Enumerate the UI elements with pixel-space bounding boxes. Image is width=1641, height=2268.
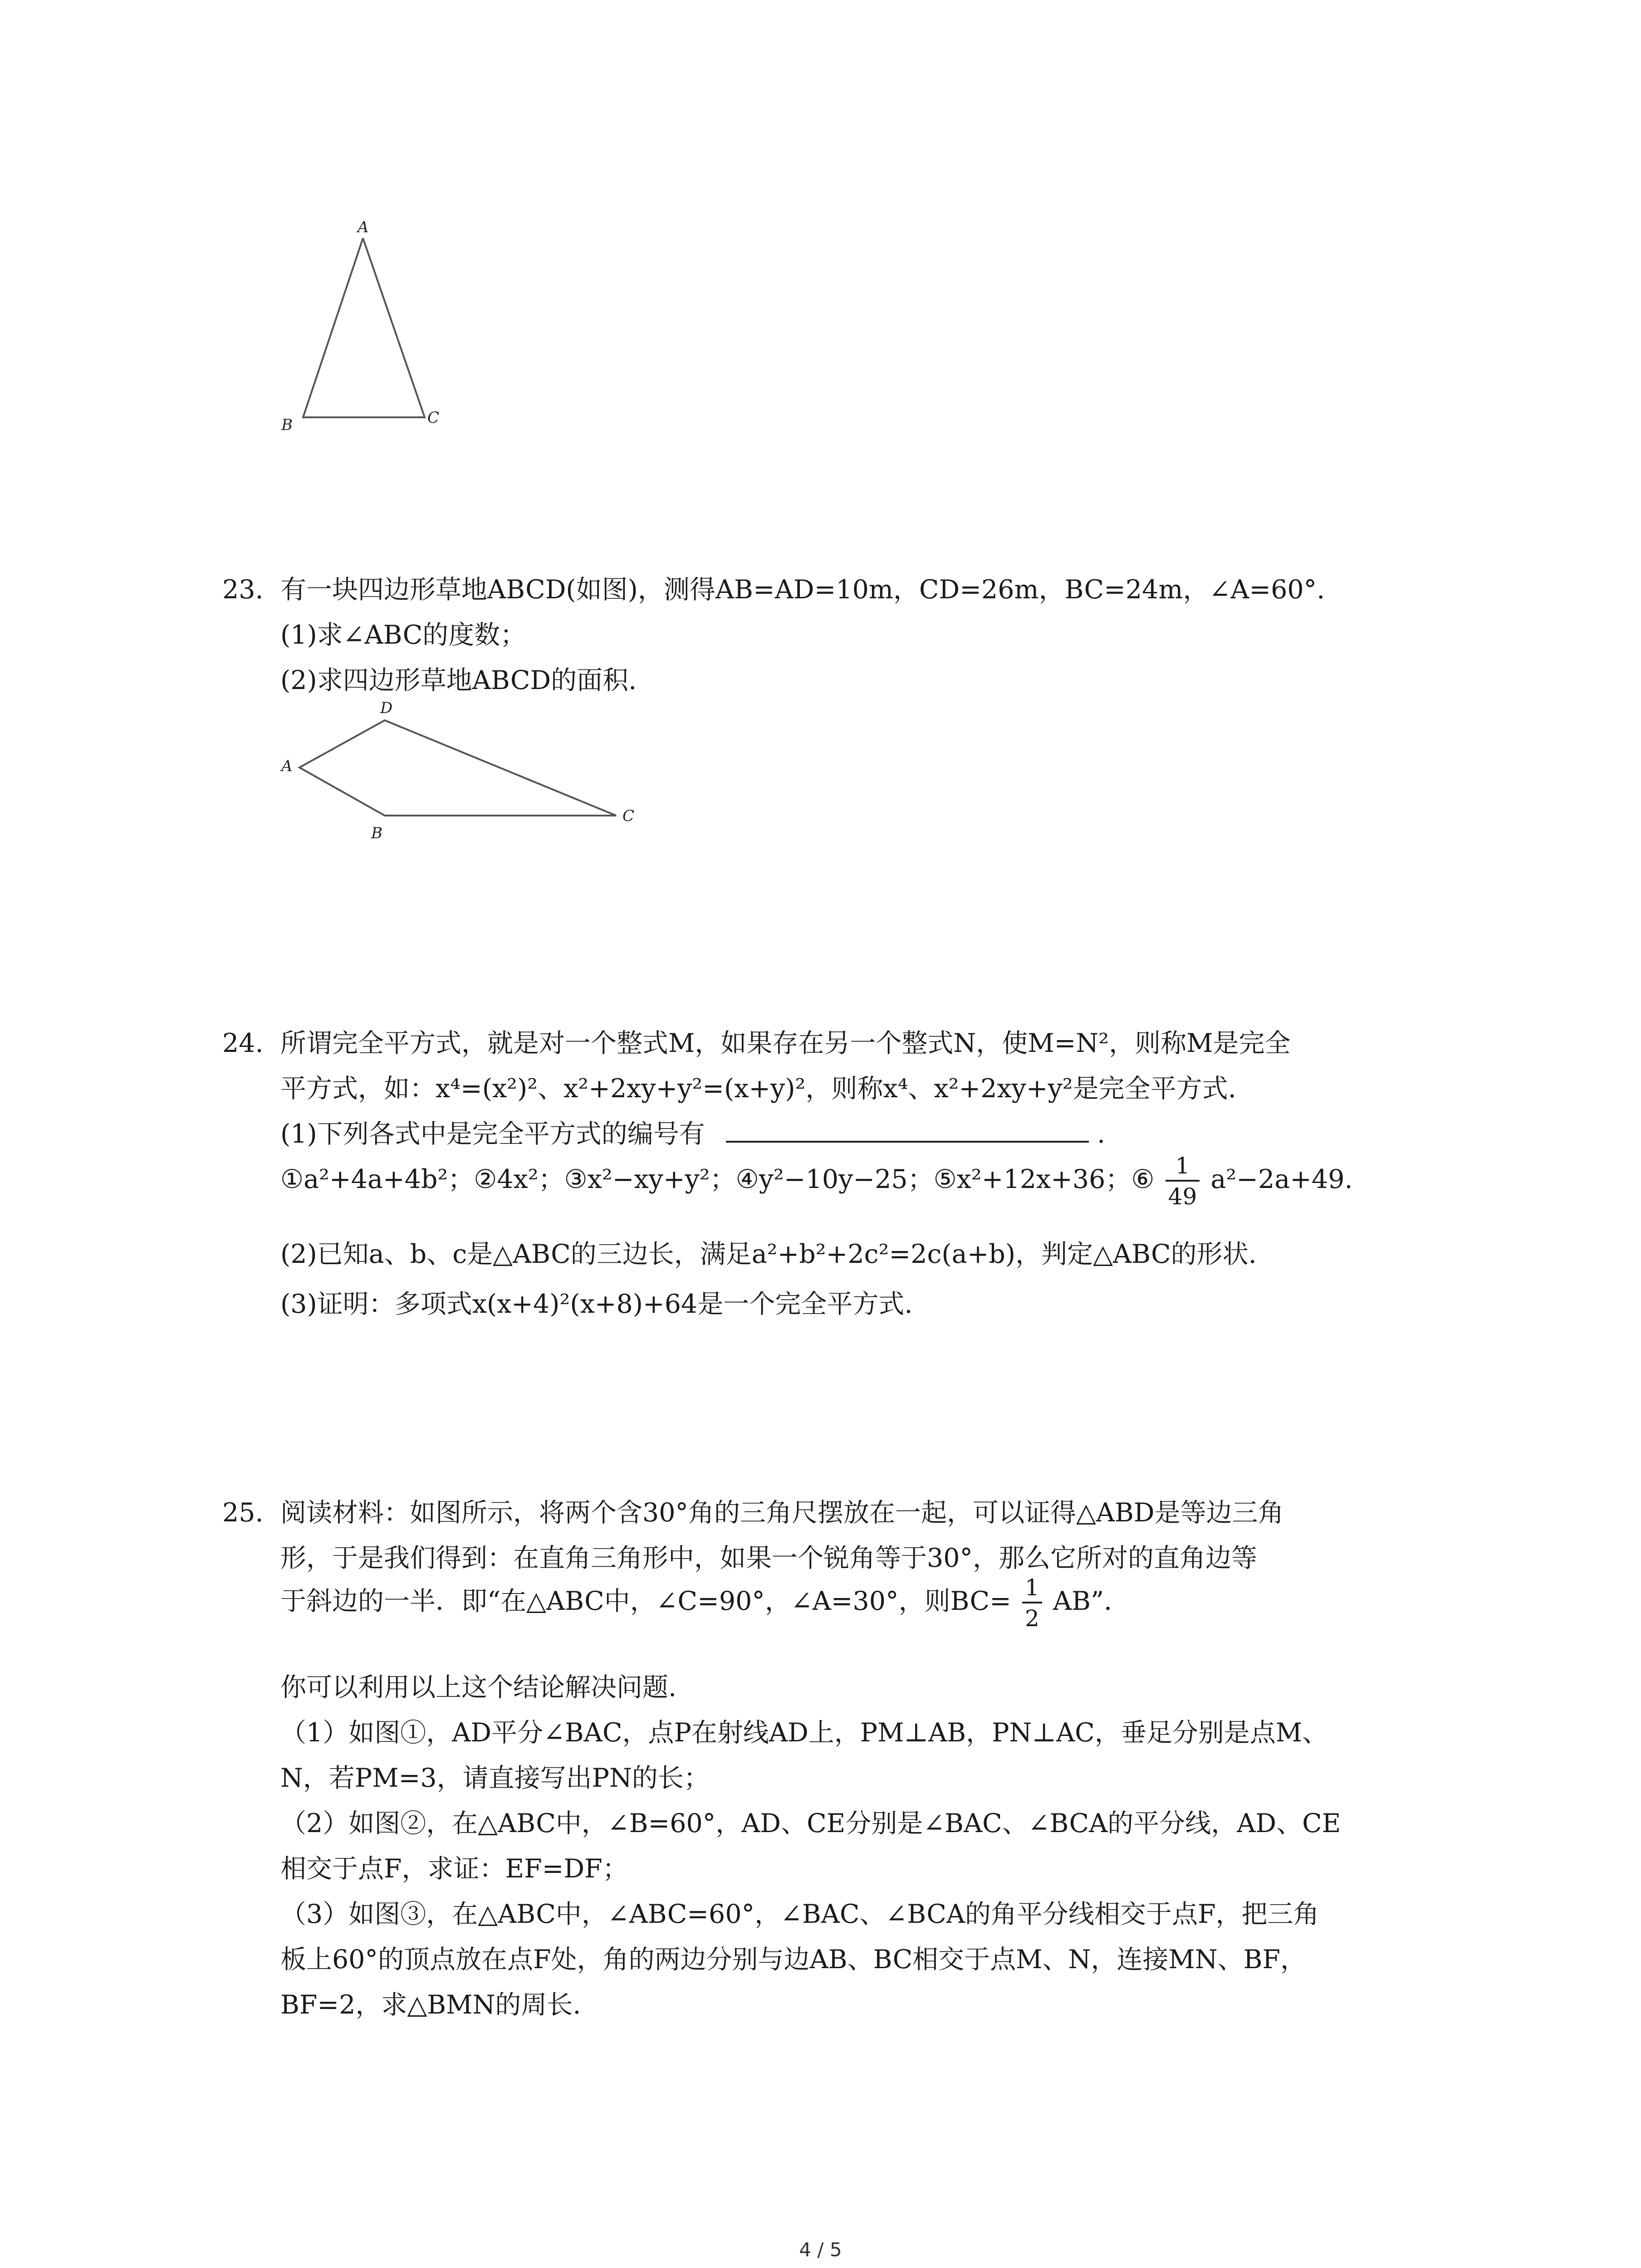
question-25 <box>222 1490 1493 2080</box>
question-24-part-1-end: . <box>1097 1119 1106 1149</box>
question-24 <box>222 1021 1447 1383</box>
half-fraction-numerator: 1 <box>1022 1576 1042 1603</box>
question-25-line-5: （1）如图①，AD平分∠BAC，点P在射线AD上，PM⊥AB，PN⊥AC，垂足分别是点M、 <box>280 1718 1328 1748</box>
answer-blank[interactable] <box>726 1117 1089 1143</box>
question-25-line-10: 板上60°的顶点放在点F处，角的两边分别与边AB、BC相交于点M、N，连接MN、BF， <box>280 1945 1307 1975</box>
quad-label-b: B <box>371 824 382 842</box>
question-24-part-1 <box>280 1111 1105 1157</box>
triangle-drawing <box>272 213 454 440</box>
question-24-part-3: (3)证明：多项式x(x+4)²(x+8)+64是一个完全平方式. <box>280 1289 913 1319</box>
question-25-line-2: 形，于是我们得到：在直角三角形中，如果一个锐角等于30°，那么它所对的直角边等 <box>280 1543 1258 1573</box>
question-25-line-6: N，若PM=3，请直接写出PN的长； <box>280 1763 710 1793</box>
question-23-stem: 有一块四边形草地ABCD(如图)，测得AB=AD=10m，CD=26m，BC=24m，∠A=60°. <box>280 575 1325 605</box>
triangle-label-b: B <box>281 416 293 434</box>
question-24-part-2: (2)已知a、b、c是△ABC的三边长，满足a²+b²+2c²=2c(a+b)，判定△ABC的形状. <box>280 1239 1257 1269</box>
question-23-part-1: (1)求∠ABC的度数； <box>280 620 526 650</box>
question-25-line-4: 你可以利用以上这个结论解决问题. <box>280 1672 677 1702</box>
question-24-part-1-label: (1)下列各式中是完全平方式的编号有 <box>280 1119 705 1149</box>
option-6-fraction <box>1166 1154 1200 1208</box>
quad-label-d: D <box>380 699 393 717</box>
question-25-number: 25. <box>222 1498 264 1528</box>
question-25-line-1: 阅读材料：如图所示，将两个含30°角的三角尺摆放在一起，可以证得△ABD是等边三角 <box>280 1498 1284 1528</box>
question-24-options-text: ①a²+4a+4b²；②4x²；③x²−xy+y²；④y²−10y−25；⑤x²+12x+36；⑥ <box>280 1164 1155 1195</box>
question-25-line-11: BF=2，求△BMN的周长. <box>280 1990 581 2020</box>
option-6-rest: a²−2a+49. <box>1210 1164 1353 1195</box>
half-fraction-denominator: 2 <box>1025 1605 1039 1632</box>
quad-label-c: C <box>622 807 635 825</box>
question-23-number: 23. <box>222 575 264 605</box>
option-6-fraction-numerator: 1 <box>1166 1154 1200 1182</box>
quadrilateral-drawing <box>272 694 662 857</box>
question-24-stem-line-2: 平方式，如：x⁴=(x²)²、x²+2xy+y²=(x+y)²，则称x⁴、x²+2xy+y²是完全平方式. <box>280 1074 1236 1104</box>
page-number: 4 / 5 <box>799 2239 842 2261</box>
question-25-line-9: （3）如图③，在△ABC中，∠ABC=60°，∠BAC、∠BCA的角平分线相交于点F，把三角 <box>280 1899 1319 1929</box>
option-6-fraction-denominator: 49 <box>1168 1183 1197 1210</box>
question-24-number: 24. <box>222 1028 264 1058</box>
question-25-line-8: 相交于点F，求证：EF=DF； <box>280 1854 628 1884</box>
half-fraction <box>1022 1576 1042 1630</box>
question-25-line-3 <box>280 1576 1130 1630</box>
question-24-options <box>280 1154 1353 1208</box>
question-24-stem-line-1: 所谓完全平方式，就是对一个整式M，如果存在另一个整式N，使M=N²，则称M是完全 <box>280 1028 1291 1058</box>
question-23-part-2: (2)求四边形草地ABCD的面积. <box>280 665 637 695</box>
question-25-line-3-post: AB”． <box>1053 1586 1130 1617</box>
quad-label-a: A <box>281 757 293 775</box>
triangle-label-a: A <box>358 218 369 236</box>
triangle-label-c: C <box>427 409 440 427</box>
triangle-figure <box>272 213 454 440</box>
question-25-line-7: （2）如图②，在△ABC中，∠B=60°，AD、CE分别是∠BAC、∠BCA的平分线，AD、CE <box>280 1809 1341 1838</box>
question-25-line-3-pre: 于斜边的一半．即“在△ABC中，∠C=90°，∠A=30°，则BC= <box>280 1586 1011 1617</box>
question-23 <box>222 567 1447 703</box>
quadrilateral-figure <box>272 694 662 857</box>
